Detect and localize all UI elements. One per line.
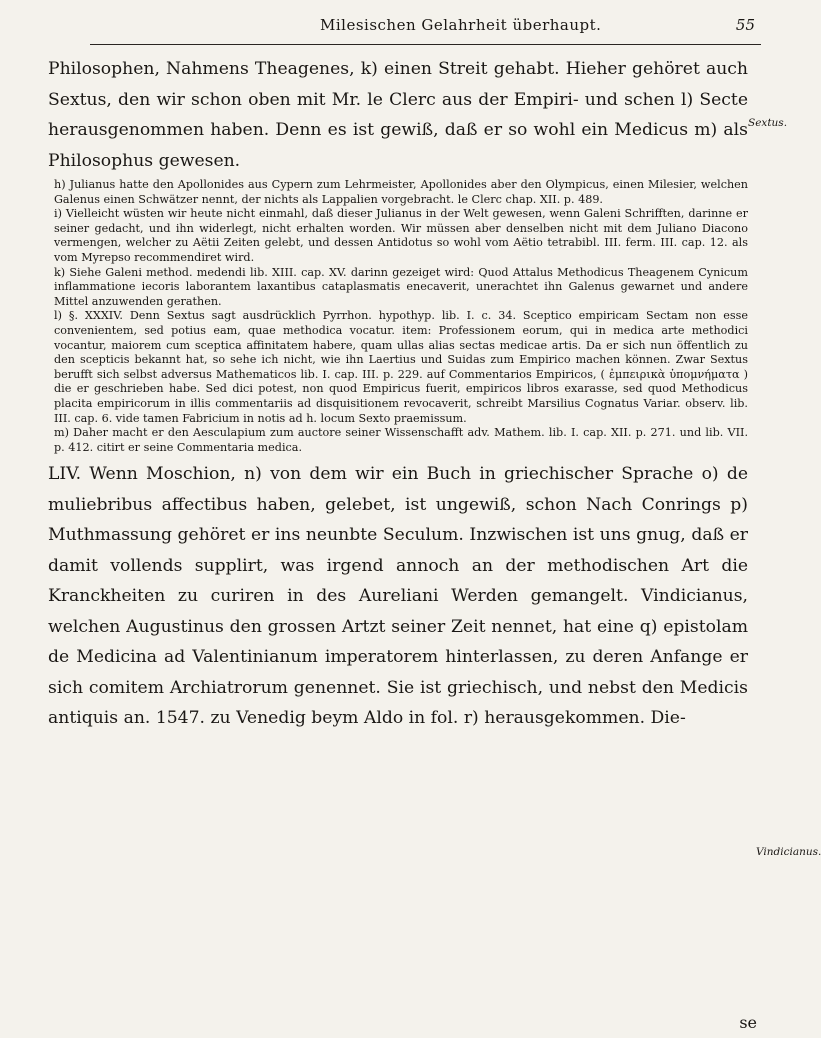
paragraph-2: LIV. Wenn Moschion, n) von dem wir ein Buch in griechischer Sprache o) de muliebribus affectibus haben, gelebet, ist ungewiß, schon Nach Conrings p) Muthmassung gehöret er ins neunbte Seculum. Inzwischen ist uns gnug, daß er damit vollends supplirt, was irgend annoch an der methodischen Art die Kranckheiten zu curiren in des Aureliani Werden gemangelt. Vindicianus, welchen Augustinus den grossen Artzt seiner Zeit nennet, hat eine q) epistolam de Medicina ad Valentinianum imperatorem hinterlassen, zu deren Anfange er sich comitem Archiatrorum genennet. Sie ist griechisch, und nebst den Medicis antiquis an. 1547. zu Venedig beym Aldo in fol. r) herausgekommen. Die- [48,464,748,729]
page-number: 55 [735,16,755,34]
catchword: se [739,1013,757,1032]
margin-note-sextus: Sextus. [748,117,788,129]
footnote-k: k) Siehe Galeni method. medendi lib. XIII. cap. XV. darinn gezeiget wird: Quod Attalus Methodicus Theagenem Cynicum inflammatione iecoris laborantem laxantibus cataplasmatis enecaverit, unerachtet ihn Galenus gewarnet und andere Mittel anzuwenden gerathen. [54,265,748,308]
footnote-h: h) Julianus hatte den Apollonides aus Cypern zum Lehrmeister, Apollonides aber den Olympicus, einen Milesier, welchen Galenus einen Schwätzer nennt, der nichts als Lappalien vorgebracht. le Clerc chap. XII. p. 489. [54,178,748,206]
margin-note-vindicianus: Vindicianus. [756,846,821,858]
footnote-i: i) Vielleicht wüsten wir heute nicht einmahl, daß dieser Julianus in der Welt gewesen, wenn Galeni Schrifften, darinne er seiner gedacht, und ihn widerlegt, nicht erhalten worden. Wir müssen aber denselben nicht mit dem Juliano Diacono vermengen, welcher zu Aëtii Zeiten gelebt, und dessen Antidotus so wohl vom Aëtio tetrabibl. III. ferm. III. cap. 12. als vom Myrepso recommendiret wird. [54,207,748,264]
paragraph-1: Philosophen, Nahmens Theagenes, k) einen Streit gehabt. Hieher gehöret auch Sextus, den wir schon oben mit Mr. le Clerc aus der Empiri- und schen l) Secte herausgenommen haben. Denn es ist gewiß, daß er so wohl ein Medicus m) als Philosophus gewesen. [48,59,748,171]
running-header [90,14,761,45]
text-body [48,54,748,734]
running-title: Milesischen Gelahrheit überhaupt. [320,16,602,34]
footnote-l: l) §. XXXIV. Denn Sextus sagt ausdrücklich Pyrrhon. hypothyp. lib. I. c. 34. Sceptico empiricam Sectam non esse convenientem, sed potius eam, quae methodica vocatur. item: Professionem eorum, qui in medica arte methodici vocantur, maiorem cum sceptica affinitatem habere, quam ullas alias sectas medicae artis. Da er sich nun öffentlich zu den scepticis bekannt hat, so sehe ich nicht, wie ihn Laertius und Suidas zum Empirico machen können. Zwar Sextus berufft sich selbst adversus Mathematicos lib. I. cap. III. p. 229. auf Commentarios Empiricos, ( ἐμπειρικὰ ὑπομνήματα ) die er geschrieben habe. Sed dici potest, non quod Empiricus fuerit, empiricos libros exarasse, sed quod Methodicus placita empiricorum in illis commentariis ad disquisitionem revocaverit, schreibt Marsilius Cognatus Variar. observ. lib. III. cap. 6. vide tamen Fabricium in notis ad h. locum Sexto praemissum. [54,309,748,425]
footnotes [48,178,748,455]
footnote-m: m) Daher macht er den Aesculapium zum auctore seiner Wissenschafft adv. Mathem. lib. I. cap. XII. p. 271. und lib. VII. p. 412. citirt er seine Commentaria medica. [54,426,748,454]
